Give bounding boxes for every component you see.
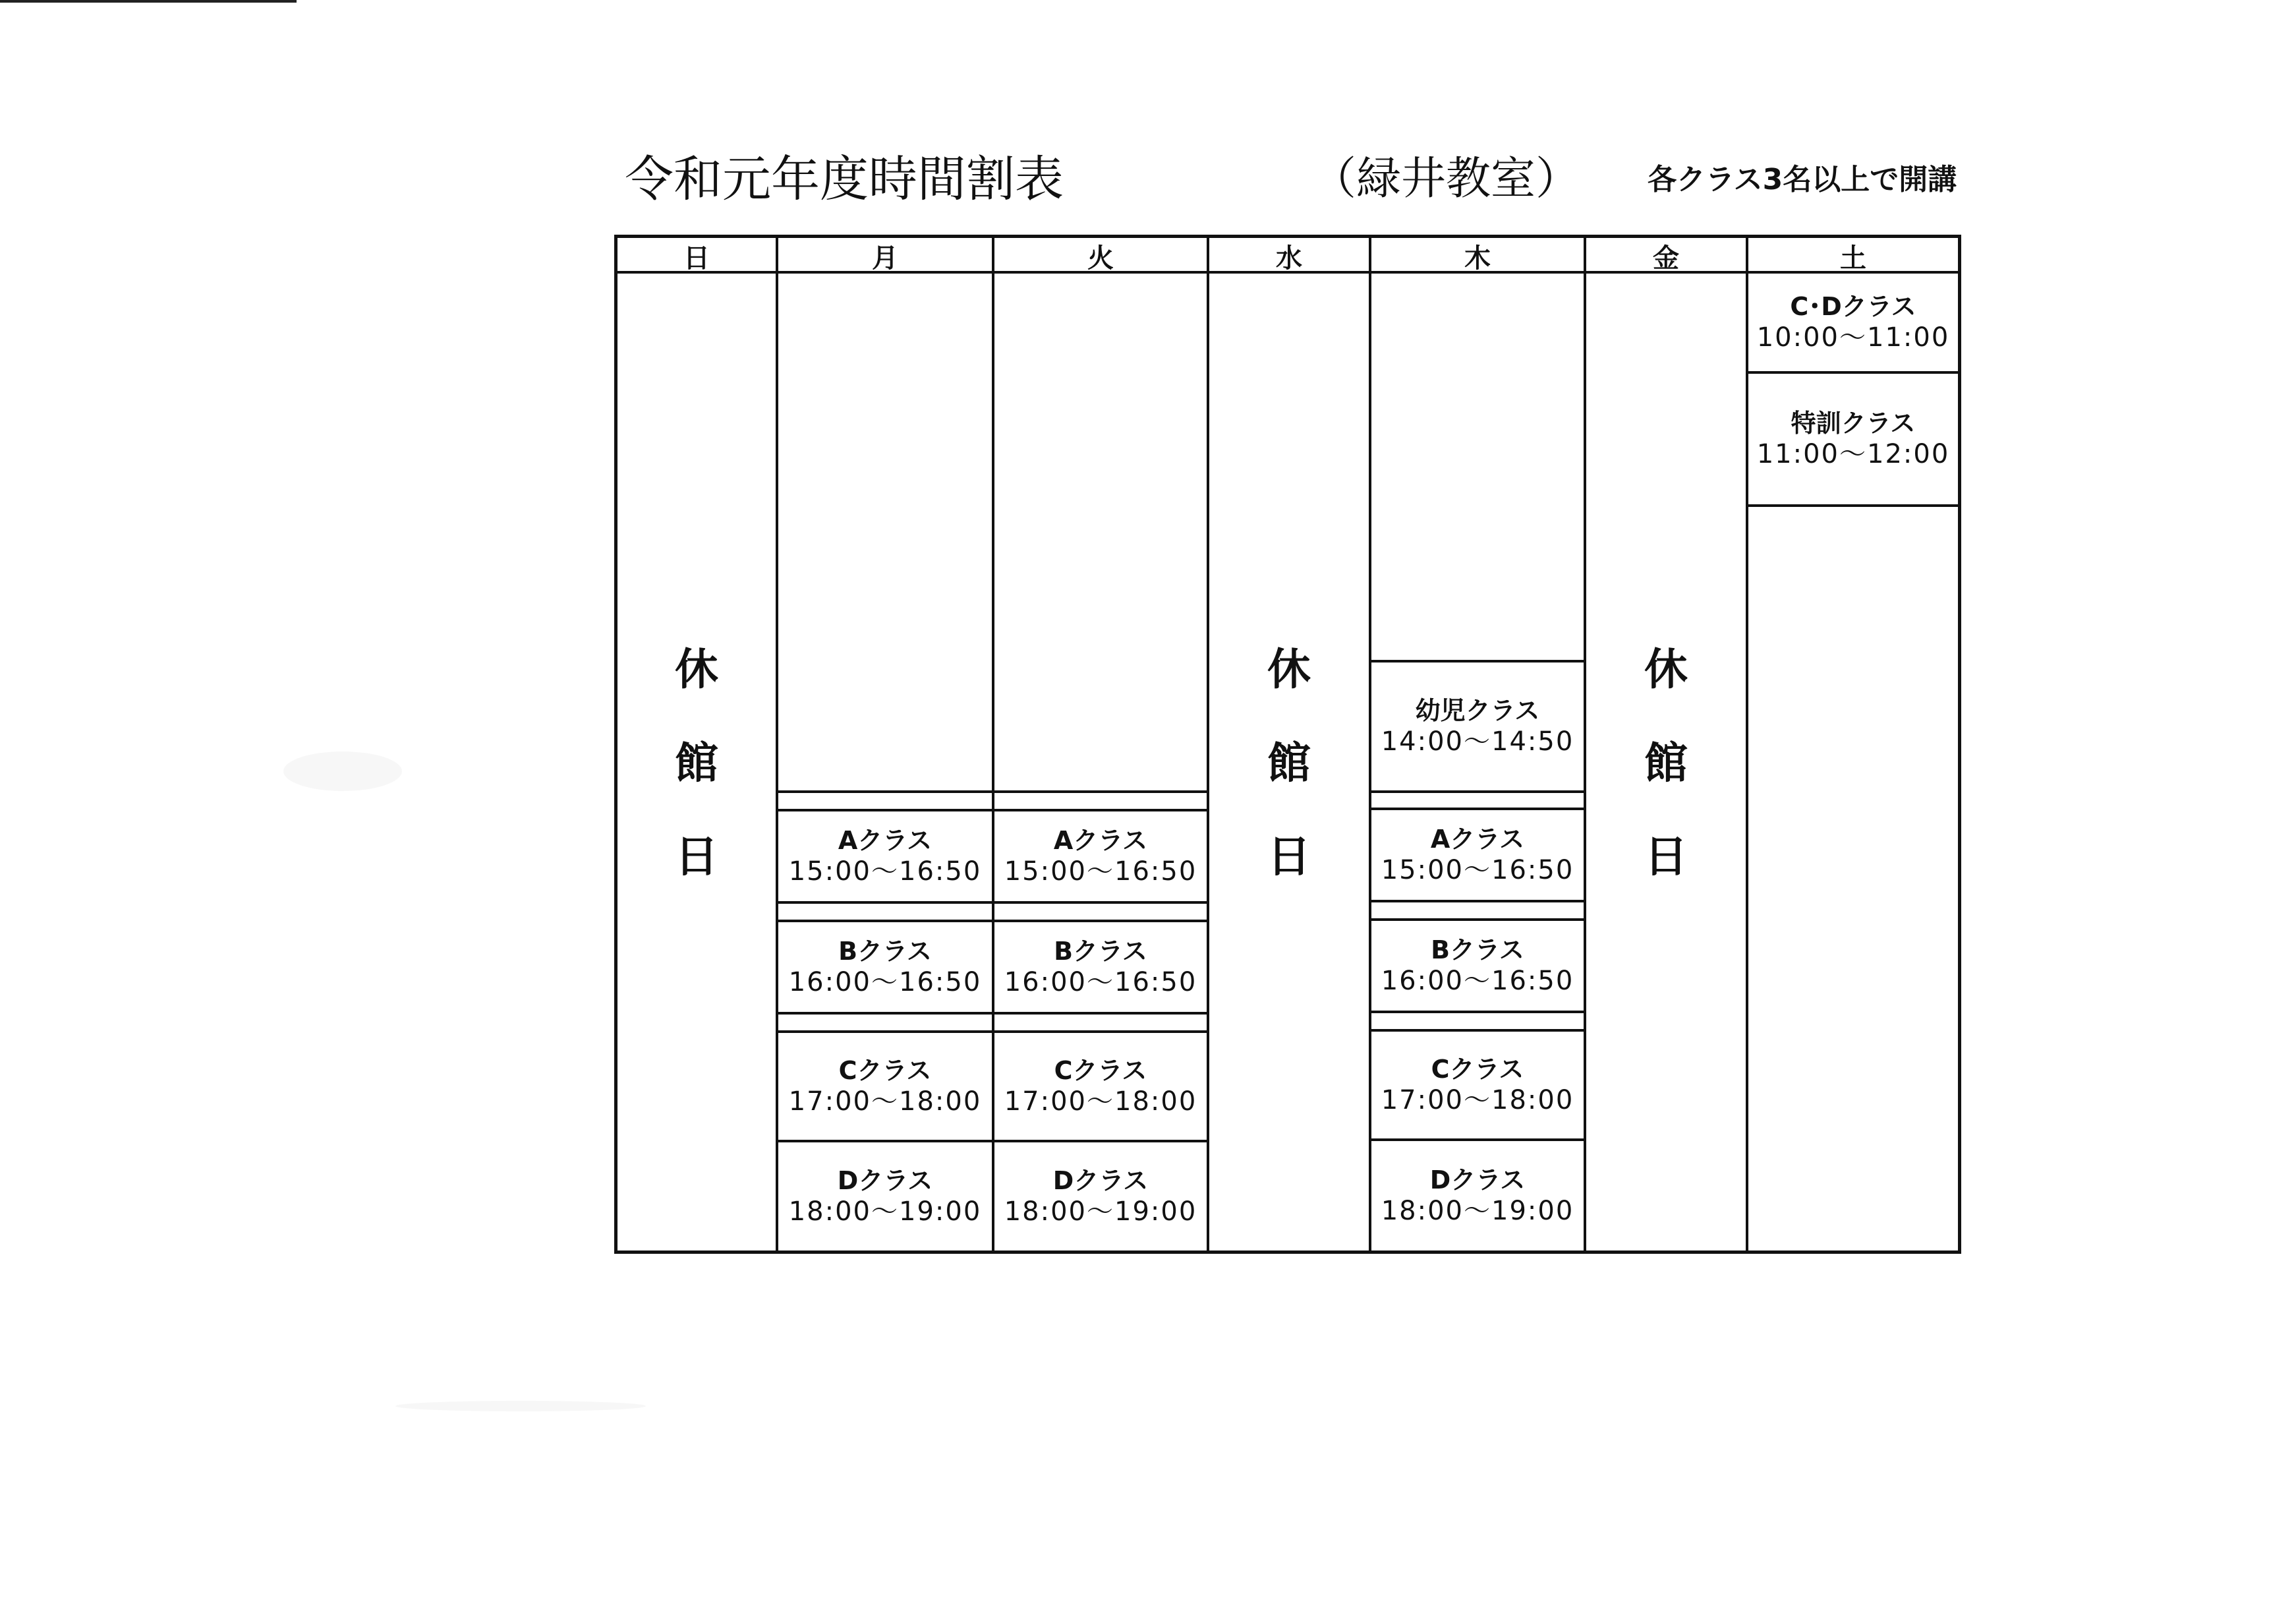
closed-char: 館: [1644, 738, 1688, 788]
class-time: 15:00〜16:50: [788, 856, 982, 887]
slot-divider: [776, 901, 1209, 904]
scan-smudge: [395, 1401, 646, 1411]
slot-mon-d: [778, 1142, 992, 1251]
class-time: 18:00〜19:00: [1004, 1196, 1197, 1227]
class-name: Aクラス: [1053, 826, 1148, 855]
slot-divider: [1369, 1011, 1586, 1013]
day-header-wed: 水: [1276, 243, 1302, 274]
closed-char: 日: [1267, 831, 1311, 882]
slot-tue-a: [994, 811, 1207, 901]
class-time: 17:00〜18:00: [1381, 1085, 1574, 1115]
class-name: Dクラス: [1429, 1165, 1526, 1194]
scan-smudge: [283, 751, 402, 791]
slot-tue-d: [994, 1142, 1207, 1251]
class-time: 10:00〜11:00: [1756, 322, 1950, 353]
closed-day-sun: [617, 623, 776, 904]
slot-divider: [1369, 900, 1586, 902]
class-time: 14:00〜14:50: [1381, 726, 1574, 757]
class-name: Cクラス: [1054, 1056, 1147, 1085]
slot-mon-c: [778, 1033, 992, 1140]
slot-divider: [1369, 790, 1586, 793]
class-name: Bクラス: [838, 937, 932, 966]
slot-tue-b: [994, 922, 1207, 1012]
slot-divider: [776, 790, 1209, 793]
slot-mon-b: [778, 922, 992, 1012]
class-name: Dクラス: [837, 1166, 933, 1195]
class-name: 特訓クラス: [1791, 409, 1916, 438]
class-name: 幼児クラス: [1415, 696, 1540, 725]
slot-mon-a: [778, 811, 992, 901]
closed-char: 日: [1644, 831, 1688, 882]
page-title: 令和元年度時間割表: [625, 151, 1064, 208]
opening-condition-note: 各クラス3名以上で開講: [1648, 163, 1957, 196]
slot-divider: [1746, 504, 1958, 507]
slot-divider: [776, 1012, 1209, 1015]
class-name: Bクラス: [1054, 937, 1147, 966]
classroom-name: （緑井教室）: [1311, 153, 1581, 205]
slot-thu-c: [1371, 1032, 1584, 1138]
closed-char: 休: [1267, 644, 1311, 695]
class-time: 16:00〜16:50: [788, 967, 982, 997]
closed-day-wed: [1209, 623, 1369, 904]
closed-char: 休: [1644, 644, 1688, 695]
slot-sat-special: [1748, 374, 1958, 504]
scan-edge-mark: [0, 0, 297, 3]
class-time: 18:00〜19:00: [788, 1196, 982, 1227]
closed-char: 日: [675, 831, 718, 882]
class-time: 15:00〜16:50: [1004, 856, 1197, 887]
day-header-mon: 月: [872, 243, 898, 274]
class-name: Aクラス: [1430, 825, 1525, 854]
slot-thu-a: [1371, 810, 1584, 900]
class-name: Cクラス: [1431, 1055, 1524, 1084]
class-time: 18:00〜19:00: [1381, 1196, 1574, 1226]
class-name: Cクラス: [838, 1056, 932, 1085]
class-name: Dクラス: [1052, 1166, 1149, 1195]
slot-thu-b: [1371, 921, 1584, 1011]
closed-day-fri: [1586, 623, 1746, 904]
slot-thu-d: [1371, 1141, 1584, 1251]
day-header-sun: 日: [683, 243, 710, 274]
day-header-thu: 木: [1464, 243, 1491, 274]
slot-sat-cd: [1748, 274, 1958, 371]
closed-char: 館: [1267, 738, 1311, 788]
closed-char: 館: [675, 738, 718, 788]
class-name: Aクラス: [838, 826, 933, 855]
day-header-fri: 金: [1653, 243, 1679, 274]
timetable: [614, 235, 1961, 1254]
class-time: 17:00〜18:00: [1004, 1086, 1197, 1117]
slot-tue-c: [994, 1033, 1207, 1140]
slot-thu-infant: [1371, 662, 1584, 790]
class-name: C･Dクラス: [1790, 292, 1916, 321]
class-time: 16:00〜16:50: [1004, 967, 1197, 997]
closed-char: 休: [675, 644, 718, 695]
class-time: 16:00〜16:50: [1381, 966, 1574, 996]
day-header-tue: 火: [1087, 243, 1114, 274]
class-time: 15:00〜16:50: [1381, 855, 1574, 885]
class-time: 11:00〜12:00: [1756, 439, 1950, 469]
class-time: 17:00〜18:00: [788, 1086, 982, 1117]
day-header-sat: 土: [1840, 243, 1866, 274]
class-name: Bクラス: [1431, 935, 1524, 964]
